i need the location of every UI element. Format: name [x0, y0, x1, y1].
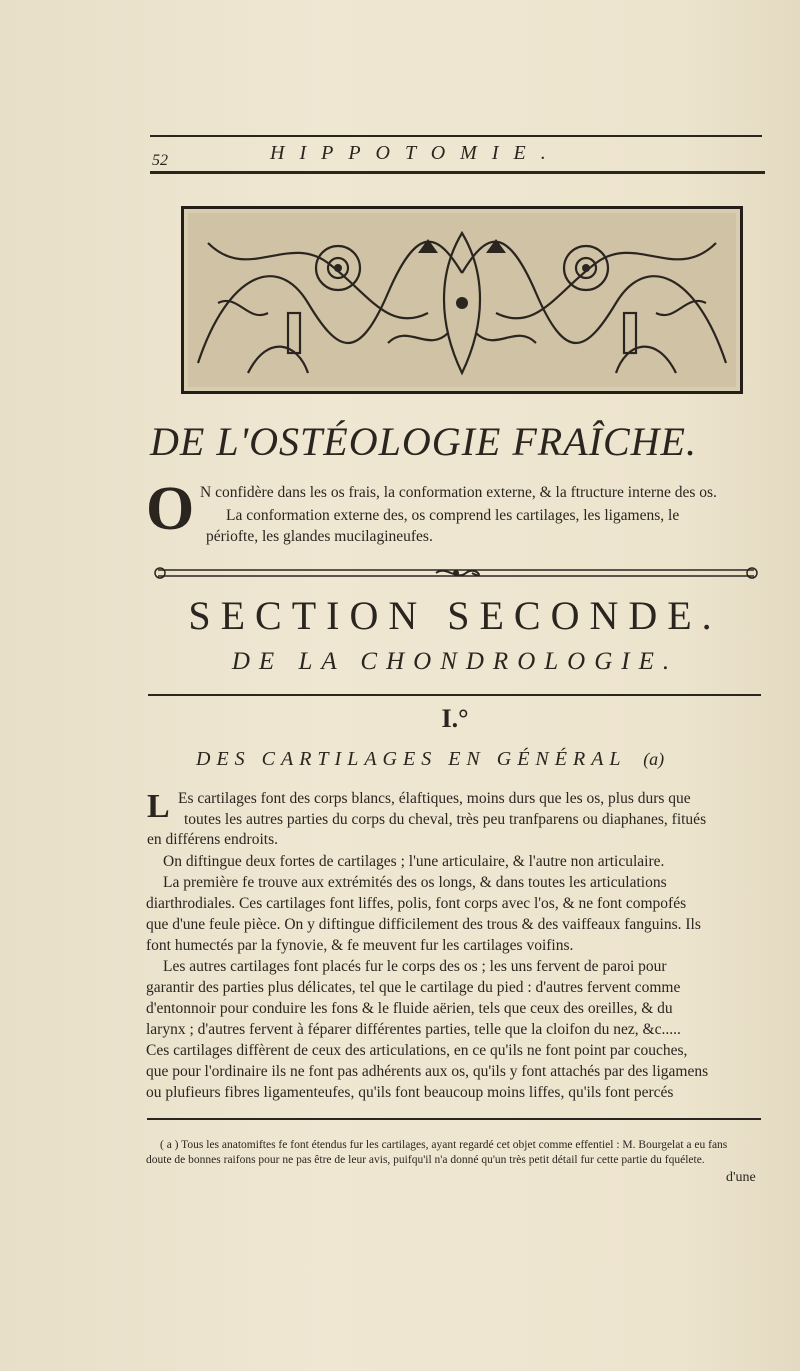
- footnote-line-1: ( a ) Tous les anatomiftes fe font étendus fur les cartilages, ayant regardé cet objet comme effentiel : M. Bourgelat a eu fans: [160, 1139, 728, 1151]
- top-rule: [150, 135, 762, 137]
- body-line: que pour l'ordinaire ils ne font pas adhérents aux os, qu'ils y font attachés par des ligamens: [146, 1063, 709, 1080]
- body-line: diarthrodiales. Ces cartilages font liffes, polis, font corps avec l'os, & ne font compofés: [146, 895, 687, 912]
- subsection-heading-text: DES CARTILAGES EN GÉNÉRAL: [196, 748, 627, 770]
- body-line: toutes les autres parties du corps du cheval, très peu tranfparens ou diaphanes, fitués: [184, 811, 707, 828]
- body-line: font humectés par la fynovie, & fe meuvent fur les cartilages voifins.: [146, 937, 574, 954]
- body-line: en différens endroits.: [147, 831, 278, 848]
- head-rule: [150, 171, 765, 174]
- body-line: Les autres cartilages font placés fur le corps des os ; les uns fervent de paroi pour: [163, 958, 667, 975]
- intro-line-3: périofte, les glandes mucilagineufes.: [206, 528, 433, 545]
- footnote-rule: [147, 1118, 761, 1120]
- footnote-line-2: doute de bonnes raifons pour ne pas être de leur avis, puifqu'il n'a donné qu'un très petit détail fur cette partie du fquélete.: [146, 1154, 705, 1166]
- body-line: La première fe trouve aux extrémités des os longs, & dans toutes les articulations: [163, 874, 667, 891]
- ornamental-divider-icon: [152, 565, 760, 581]
- intro-line-1: N confidère dans les os frais, la conformation externe, & la ftructure interne des os.: [200, 484, 717, 501]
- running-title: HIPPOTOMIE.: [270, 142, 561, 164]
- subsection-number: I.°: [441, 704, 469, 733]
- intro-line-2: La conformation externe des, os comprend les cartilages, les ligamens, le: [226, 507, 680, 524]
- body-line: On diftingue deux fortes de cartilages ; l'une articulaire, & l'autre non articulaire.: [163, 853, 665, 870]
- body-line: larynx ; d'autres fervent à féparer différentes parties, telle que la cloifon du nez, &c.....: [146, 1021, 681, 1038]
- body-line: Es cartilages font des corps blancs, élaftiques, moins durs que les os, plus durs que: [178, 790, 691, 807]
- body-line: que d'une feule pièce. On y diftingue difficilement des trous & des vaiffeaux fanguins. Ils: [146, 916, 701, 933]
- ornamental-headpiece-icon: [181, 206, 743, 394]
- body-line: garantir des parties plus délicates, tel que le cartilage du pied : d'autres fervent comme: [146, 979, 681, 996]
- footnote-reference: (a): [643, 749, 665, 769]
- drop-cap-o: O: [146, 475, 195, 543]
- section-rule: [148, 694, 761, 696]
- chapter-title: DE L'OSTÉOLOGIE FRAÎCHE.: [150, 419, 697, 464]
- subsection-heading: [196, 748, 664, 771]
- running-head: [150, 140, 760, 169]
- drop-cap-l: L: [147, 788, 170, 825]
- page-number: 52: [152, 152, 168, 169]
- section-subtitle: DE LA CHONDROLOGIE.: [231, 648, 679, 675]
- body-line: ou plufieurs fibres ligamenteufes, qu'ils font beaucoup moins liffes, qu'ils font percés: [146, 1084, 674, 1101]
- body-line: d'entonnoir pour conduire les fons & le fluide aërien, tels que ceux des oreilles, & du: [146, 1000, 673, 1017]
- section-title: SECTION SECONDE.: [188, 593, 722, 638]
- body-line: Ces cartilages diffèrent de ceux des articulations, en ce qu'ils ne font point par couches,: [146, 1042, 688, 1059]
- catchword: d'une: [726, 1170, 756, 1185]
